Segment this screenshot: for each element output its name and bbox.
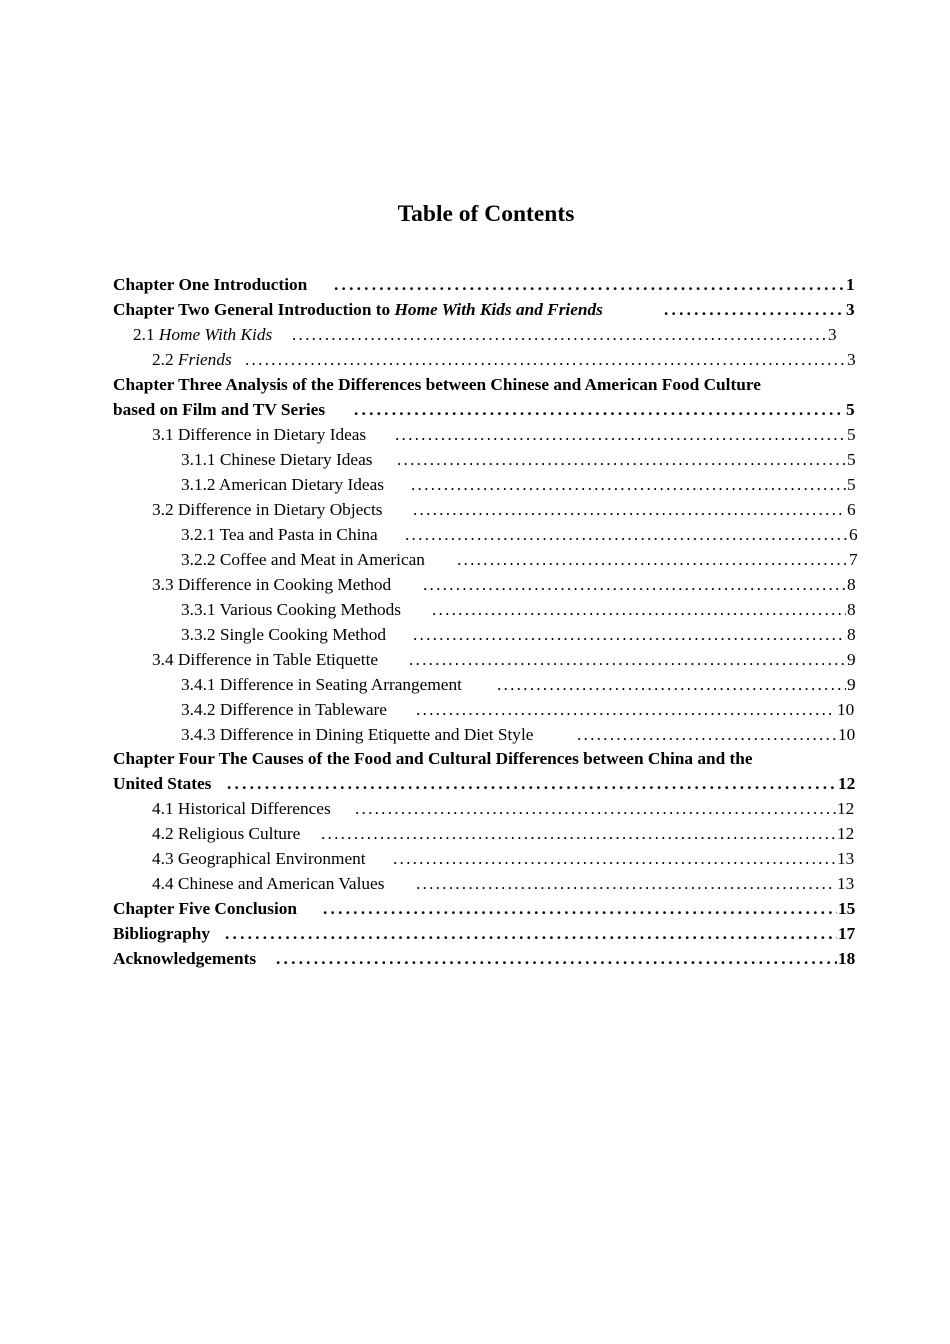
dot-leader: [409, 647, 846, 672]
dot-leader: [577, 722, 837, 747]
toc-entry-label: Bibliography: [113, 924, 210, 943]
toc-entry-chapter-four-line1[interactable]: Chapter Four The Causes of the Food and Cultural Differences between China and the: [113, 749, 753, 768]
toc-entry-4-2[interactable]: [152, 821, 860, 846]
toc-entry-3-1-2[interactable]: [181, 472, 860, 497]
toc-page-number: 5: [846, 397, 855, 422]
toc-entry-label: 3.4 Difference in Table Etiquette: [152, 650, 379, 669]
toc-entry-label: 3.4.3 Difference in Dining Etiquette and Diet Style: [181, 725, 534, 744]
toc-entry-3-2-2[interactable]: [181, 547, 862, 572]
toc-entry-chapter-one[interactable]: [113, 272, 858, 297]
dot-leader: [355, 796, 836, 821]
toc-entry-label: 4.4 Chinese and American Values: [152, 874, 385, 893]
toc-page-number: 8: [847, 597, 856, 622]
dot-leader: [416, 697, 836, 722]
toc-entry-label: 4.3 Geographical Environment: [152, 849, 366, 868]
dot-leader: [411, 472, 846, 497]
dot-leader: [245, 347, 846, 372]
dot-leader: [276, 946, 837, 971]
toc-entry-2-1[interactable]: [133, 322, 840, 347]
toc-entry-number: 2.1: [133, 325, 159, 344]
toc-entry-label-italic: Friends: [177, 350, 232, 369]
dot-leader: [413, 497, 846, 522]
toc-entry-label: 3.1 Difference in Dietary Ideas: [152, 425, 367, 444]
toc-entry-3-3-1[interactable]: [181, 597, 860, 622]
toc-entry-3-2-1[interactable]: [181, 522, 862, 547]
toc-entry-label: 3.1.2 American Dietary Ideas: [181, 475, 384, 494]
toc-entry-4-3[interactable]: [152, 846, 860, 871]
toc-entry-label: 3.4.1 Difference in Seating Arrangement: [181, 675, 462, 694]
toc-page-number: 10: [838, 722, 855, 747]
toc-page-number: 5: [847, 447, 856, 472]
toc-entry-3-1-1[interactable]: [181, 447, 860, 472]
dot-leader: [393, 846, 836, 871]
toc-page-number: 12: [838, 771, 855, 796]
page-title: Table of Contents: [397, 201, 575, 227]
toc-page-number: 5: [847, 422, 856, 447]
toc-page-number: 3: [828, 322, 837, 347]
toc-page-number: 8: [847, 572, 856, 597]
toc-entry-label: [133, 325, 272, 344]
toc-entry-3-1[interactable]: [152, 422, 860, 447]
dot-leader: [395, 422, 846, 447]
toc-entry-label: 4.2 Religious Culture: [152, 824, 301, 843]
toc-entry-3-3[interactable]: [152, 572, 860, 597]
toc-entry-label: 3.2.1 Tea and Pasta in China: [181, 525, 378, 544]
dot-leader: [413, 622, 846, 647]
toc-entry-3-3-2[interactable]: [181, 622, 860, 647]
toc-entry-label: Chapter One Introduction: [113, 275, 308, 294]
toc-entry-3-4[interactable]: [152, 647, 860, 672]
toc-page-number: 13: [837, 871, 854, 896]
dot-leader: [423, 572, 846, 597]
toc-page-number: 6: [849, 522, 858, 547]
dot-leader: [497, 672, 846, 697]
toc-page-number: 5: [847, 472, 856, 497]
dot-leader: [397, 447, 846, 472]
toc-entry-label-prefix: Chapter Two General Introduction to: [113, 300, 395, 319]
toc-entry-label: Acknowledgements: [113, 949, 257, 968]
toc-page-number: 6: [847, 497, 856, 522]
toc-entry-chapter-three[interactable]: [113, 397, 858, 422]
toc-entry-number: 2.2: [152, 350, 178, 369]
dot-leader: [323, 896, 837, 921]
dot-leader: [432, 597, 846, 622]
toc-entry-acknowledgements[interactable]: [113, 946, 860, 971]
toc-page-number: 12: [837, 821, 854, 846]
dot-leader: [664, 297, 845, 322]
dot-leader: [354, 397, 845, 422]
toc-entry-2-2[interactable]: [152, 347, 860, 372]
dot-leader: [227, 771, 837, 796]
toc-page-number: 9: [847, 672, 856, 697]
toc-entry-chapter-four[interactable]: [113, 771, 860, 796]
toc-page-number: 3: [847, 347, 856, 372]
dot-leader: [292, 322, 827, 347]
toc-page-number: 18: [838, 946, 855, 971]
toc-page-number: 12: [837, 796, 854, 821]
toc-entry-bibliography[interactable]: [113, 921, 860, 946]
toc-entry-3-4-2[interactable]: [181, 697, 860, 722]
toc-entry-label: Chapter Five Conclusion: [113, 899, 298, 918]
toc-entry-3-2[interactable]: [152, 497, 860, 522]
toc-entry-label: 3.3.1 Various Cooking Methods: [181, 600, 402, 619]
toc-page-number: 17: [838, 921, 855, 946]
toc-entry-label: 3.4.2 Difference in Tableware: [181, 700, 387, 719]
dot-leader: [405, 522, 848, 547]
toc-entry-label: 3.2 Difference in Dietary Objects: [152, 500, 383, 519]
toc-page-number: 15: [838, 896, 855, 921]
toc-entry-label: 3.1.1 Chinese Dietary Ideas: [181, 450, 373, 469]
toc-entry-4-4[interactable]: [152, 871, 860, 896]
toc-entry-chapter-two[interactable]: [113, 297, 858, 322]
toc-entry-4-1[interactable]: [152, 796, 860, 821]
toc-page-number: 8: [847, 622, 856, 647]
toc-page-number: 9: [847, 647, 856, 672]
toc-entry-label: [152, 350, 232, 369]
toc-entry-label-italic: Home With Kids: [158, 325, 273, 344]
toc-entry-3-4-1[interactable]: [181, 672, 860, 697]
dot-leader: [416, 871, 836, 896]
toc-page-number: 7: [849, 547, 858, 572]
toc-entry-label: 3.2.2 Coffee and Meat in American: [181, 550, 425, 569]
toc-entry-label: 4.1 Historical Differences: [152, 799, 331, 818]
toc-entry-label: United States: [113, 774, 212, 793]
dot-leader: [225, 921, 837, 946]
toc-entry-label: based on Film and TV Series: [113, 400, 326, 419]
toc-page-number: 1: [846, 272, 855, 297]
toc-entry-chapter-three-line1[interactable]: Chapter Three Analysis of the Differences between Chinese and American Food Culture: [113, 375, 761, 394]
toc-entry-label: 3.3 Difference in Cooking Method: [152, 575, 392, 594]
toc-entry-label: [113, 300, 603, 319]
dot-leader: [457, 547, 848, 572]
dot-leader: [334, 272, 845, 297]
dot-leader: [321, 821, 836, 846]
toc-entry-label-italic: Home With Kids and Friends: [394, 300, 603, 319]
toc-entry-chapter-five[interactable]: [113, 896, 860, 921]
toc-entry-label: 3.3.2 Single Cooking Method: [181, 625, 386, 644]
toc-page-number: 10: [837, 697, 854, 722]
toc-entry-3-4-3[interactable]: [181, 722, 860, 747]
toc-page-number: 3: [846, 297, 855, 322]
toc-page-number: 13: [837, 846, 854, 871]
